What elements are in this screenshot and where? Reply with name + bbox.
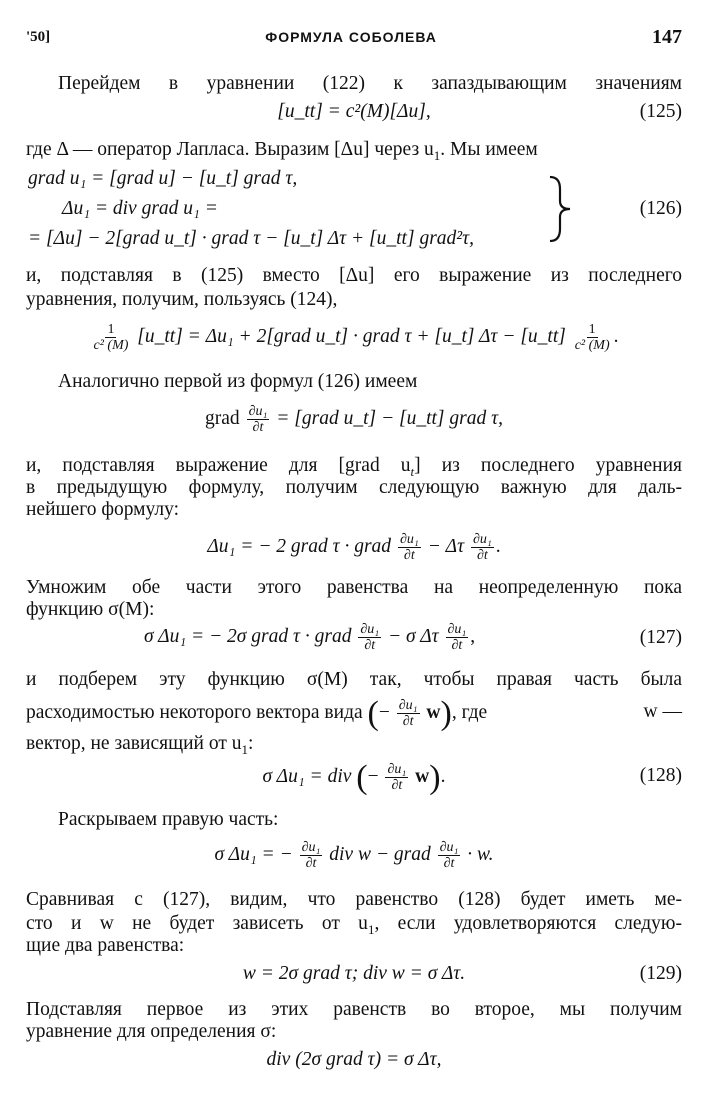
text-line: сто и w не будет зависеть от $u_1$, если удовлетворяются следую- [26, 913, 682, 937]
equation-number: (127) [639, 627, 682, 648]
equation-number: (128) [639, 765, 682, 786]
equation-number: (129) [639, 963, 682, 984]
text-line: уравнения, получим, пользуясь (124), [26, 289, 338, 310]
equation-number: (125) [639, 101, 682, 122]
fraction: $\frac{\text{∂u₁}}{\partial t}$ [248, 404, 268, 435]
text-line: в предыдущую формулу, получим следующую важную для даль- [26, 477, 682, 498]
equation-125: [u_tt] = c²(M)[Δu], [277, 101, 431, 122]
text-line: Аналогично первой из формул (126) имеем [58, 371, 418, 392]
text-line: щие два равенства: [26, 935, 185, 956]
equation-expanded: σ Δu₁ = − $\frac{\text{∂u₁}}{\partial t}$ div w − grad $\frac{\text{∂u₁}}{\partial t}$ · w. [214, 840, 494, 871]
right-brace-icon [546, 175, 576, 243]
fraction: $\frac{\text{∂u₁}}{\partial t}$ [399, 532, 419, 563]
equation-126-line-1: grad u₁ = [grad u] − [u_t] grad τ, [28, 168, 298, 189]
text-line: где Δ — оператор Лапласа. Выразим [Δu] через $u_1$. Мы имеем [26, 139, 538, 163]
fraction: $\frac{1}{\text{c² (M)}}$ [93, 322, 129, 353]
section-marker: '50] [26, 28, 51, 45]
fraction: $\frac{\text{∂u₁}}{\partial t}$ [301, 840, 321, 871]
fraction: $\frac{\text{∂u₁}}{\partial t}$ [439, 840, 459, 871]
text-line: и, подставляя выражение для [grad $u_t$] из последнего уравнения [26, 455, 683, 479]
fraction: $\frac{\text{∂u₁}}{\partial t}$ [472, 532, 492, 563]
text-line: Перейдем в уравнении (122) к запаздывающим значениям [58, 73, 682, 94]
text-line: и, подставляя в (125) вместо [Δu] его выражение из последнего [26, 265, 682, 286]
equation-126-line-3: = [Δu] − 2[grad u_t] · grad τ − [u_t] Δτ + [u_tt] grad²τ, [28, 228, 474, 249]
equation-126-line-2: Δu₁ = div grad u₁ = [62, 198, 218, 219]
fraction: $\frac{\text{∂u₁}}{\partial t}$ [447, 622, 467, 653]
equation-129: w = 2σ grad τ; div w = σ Δτ. [242, 963, 466, 984]
equation-mid-2: grad $\frac{\text{∂u₁}}{\partial t}$ = [grad u_t] − [u_tt] grad τ, [205, 404, 503, 435]
text-line: функцию σ(M): [26, 599, 155, 620]
equation-mid-1: $\frac{1}{\text{c² (M)}}$ [u_tt] = Δu₁ + 2[grad u_t] · grad τ + [u_t] Δτ − [u_tt] $\frac{1}{\text{c² (M)}}$ . [93, 322, 619, 353]
text-line: Умножим обе части этого равенства на неопределенную пока [26, 577, 682, 598]
fraction: $\frac{1}{\text{c² (M)}}$ [574, 322, 610, 353]
equation-mid-3: Δu₁ = − 2 grad τ · grad $\frac{\text{∂u₁}}{\partial t}$ − Δτ $\frac{\text{∂u₁}}{\partial t}$ . [207, 532, 501, 563]
text-line: Сравнивая с (127), видим, что равенство (128) будет иметь ме- [26, 889, 682, 910]
running-title: ФОРМУЛА СОБОЛЕВА [265, 29, 437, 45]
fraction: $\frac{\text{∂u₁}}{\partial t}$ [398, 698, 418, 729]
text-line: Раскрываем правую часть: [58, 809, 279, 830]
fraction: $\frac{\text{∂u₁}}{\partial t}$ [387, 762, 407, 793]
text-line: уравнение для определения σ: [26, 1021, 277, 1042]
text-line: нейшего формулу: [26, 499, 180, 520]
equation-127: σ Δu₁ = − 2σ grad τ · grad $\frac{\text{∂u₁}}{\partial t}$ − σ Δτ $\frac{\text{∂u₁}}{\partial t}$ , [144, 622, 476, 653]
page-number: 147 [651, 25, 682, 48]
text-line: Подставляя первое из этих равенств во второе, мы получим [26, 999, 682, 1020]
equation-number: (126) [639, 198, 682, 219]
equation-128: σ Δu₁ = div (− $\frac{\text{∂u₁}}{\partial t}$ w). [262, 758, 446, 796]
fraction: $\frac{\text{∂u₁}}{\partial t}$ [360, 622, 380, 653]
text-line: расходимостью некоторого вектора вида (− $\frac{\text{∂u₁}}{\partial t}$ w), где w — [26, 694, 682, 732]
text-line: и подберем эту функцию σ(M) так, чтобы правая часть была [26, 669, 682, 690]
running-header [26, 22, 682, 52]
equation-last: div (2σ grad τ) = σ Δτ, [266, 1049, 442, 1070]
text-line: вектор, не зависящий от $u_1$: [26, 733, 254, 757]
